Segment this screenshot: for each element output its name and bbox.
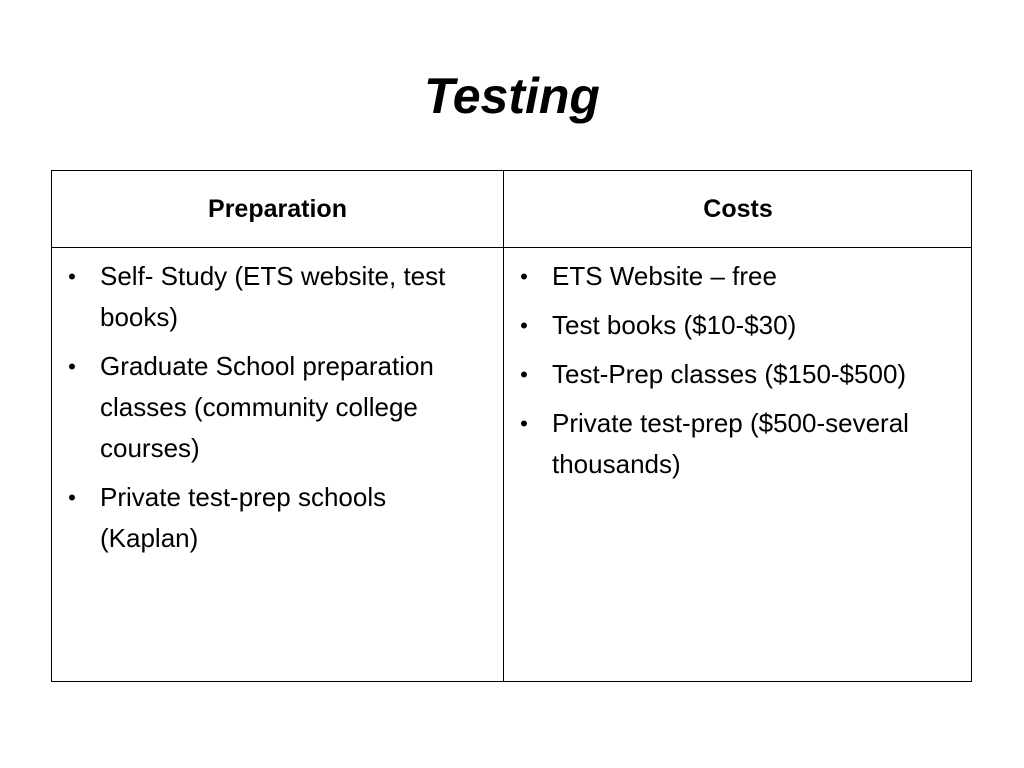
costs-item-text: Private test-prep ($500-several thousands) (552, 408, 909, 479)
preparation-item-text: Private test-prep schools (Kaplan) (100, 482, 387, 553)
list-item (62, 477, 457, 559)
slide-title: Testing (424, 68, 600, 124)
costs-item-text: ETS Website – free (552, 261, 777, 291)
header-preparation: Preparation (208, 194, 347, 223)
preparation-item-text: Self- Study (ETS website, test books) (100, 261, 446, 332)
list-item (62, 346, 457, 469)
list-item (514, 354, 964, 395)
list-item (514, 305, 964, 346)
bullet-icon: • (520, 313, 528, 338)
bullet-icon: • (520, 362, 528, 387)
bullet-icon: • (68, 354, 76, 379)
bullet-icon: • (520, 411, 528, 436)
costs-cell (504, 248, 972, 681)
preparation-item-text: Graduate School preparation classes (community college courses) (100, 351, 434, 463)
costs-list (514, 256, 964, 493)
costs-item-text: Test-Prep classes ($150-$500) (552, 359, 907, 389)
list-item (514, 403, 964, 485)
preparation-list (62, 256, 457, 567)
preparation-cell (52, 248, 503, 681)
comparison-table (51, 170, 972, 682)
costs-item-text: Test books ($10-$30) (552, 310, 797, 340)
header-costs: Costs (703, 194, 773, 223)
bullet-icon: • (68, 485, 76, 510)
list-item (62, 256, 457, 338)
list-item (514, 256, 964, 297)
bullet-icon: • (68, 264, 76, 289)
bullet-icon: • (520, 264, 528, 289)
